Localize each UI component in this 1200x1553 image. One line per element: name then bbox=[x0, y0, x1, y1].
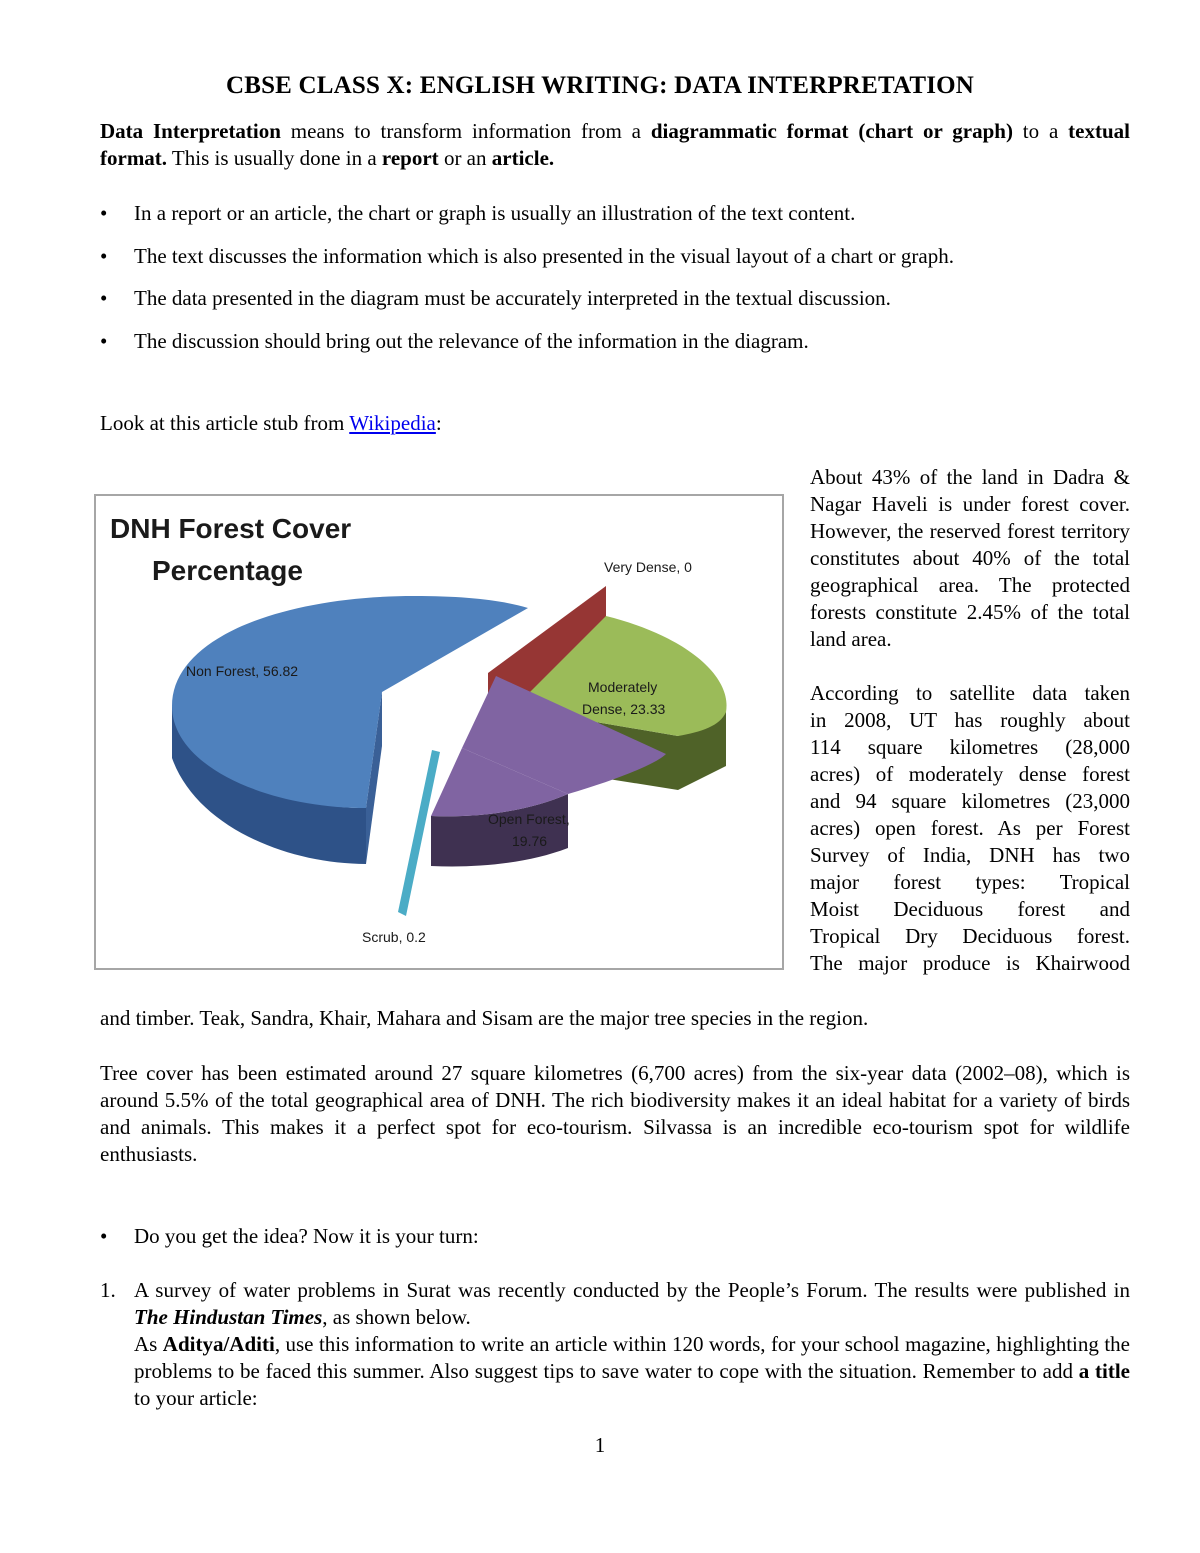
lookat-text: Look at this article stub from bbox=[100, 411, 350, 435]
chart-title-line1: DNH Forest Cover bbox=[110, 513, 352, 544]
newspaper-name: The Hindustan Times bbox=[134, 1305, 323, 1329]
pie-chart-svg bbox=[96, 496, 782, 968]
intro-text: means to transform information from a bbox=[280, 119, 651, 143]
side-text bbox=[810, 464, 1130, 977]
side-line: The major produce is Khairwood bbox=[810, 951, 1130, 975]
side-line: acres) of moderately dense forest bbox=[810, 762, 1130, 786]
tree-cover-paragraph: Tree cover has been estimated around 27 square kilometres (6,700 acres) from the six-year data (2002–08), which is around 5.5% of the total geographical area of DNH. The rich biodiversity makes it an ideal habitat for a variety of birds and animals. This makes it a perfect spot for eco-tourism. Silvassa is an incredible eco-tourism spot for wildlife enthusiasts. bbox=[100, 1061, 1130, 1166]
intro-text: to a bbox=[1012, 119, 1069, 143]
label-very-dense: Very Dense, 0 bbox=[604, 559, 692, 575]
intro-bold: textual format. bbox=[100, 119, 1130, 170]
intro-term: Data Interpretation bbox=[100, 119, 281, 143]
label-non-forest: Non Forest, 56.82 bbox=[186, 663, 299, 679]
side-line: 114 square kilometres (28,000 bbox=[810, 735, 1130, 759]
question-span: to your article: bbox=[134, 1386, 258, 1410]
question-span: A survey of water problems in Surat was recently conducted by the People’s Forum. The results were published in bbox=[134, 1278, 1130, 1302]
bullet-text: The text discusses the information which is also presented in the visual layout of a chart or graph. bbox=[134, 243, 954, 268]
question-span: , as shown below. bbox=[322, 1305, 471, 1329]
side-paragraph-1: About 43% of the land in Dadra & Nagar Haveli is under forest cover. However, the reserved forest territory constitutes about 40% of the total geographical area. The protected forests constitute 2.45% of the total land area. bbox=[810, 465, 1130, 651]
bullet-icon: • bbox=[100, 243, 108, 268]
chart-title-line2: Percentage bbox=[152, 555, 303, 586]
side-line: Moist Deciduous forest and bbox=[810, 897, 1130, 921]
bullet-icon: • bbox=[100, 201, 108, 225]
label-scrub: Scrub, 0.2 bbox=[362, 929, 426, 945]
bullet-icon: • bbox=[100, 286, 108, 310]
lookat-text: : bbox=[435, 411, 442, 435]
question-span: As bbox=[134, 1332, 163, 1356]
intro-bold: report bbox=[381, 146, 439, 170]
list-item bbox=[100, 285, 1130, 328]
intro-bold: diagrammatic format (chart or graph) bbox=[650, 119, 1013, 143]
wikipedia-link[interactable]: Wikipedia bbox=[349, 411, 436, 435]
side-line: Survey of India, DNH has two bbox=[810, 843, 1130, 867]
question-part-1 bbox=[134, 1277, 1130, 1331]
bullet-text: In a report or an article, the chart or graph is usually an illustration of the text content. bbox=[134, 201, 856, 225]
question-text bbox=[134, 1277, 1130, 1412]
label-moderately-dense-line1: Moderately bbox=[588, 679, 658, 695]
bullet-list bbox=[100, 200, 1130, 370]
label-open-forest-line1: Open Forest, bbox=[488, 811, 570, 827]
side-paragraph-2 bbox=[810, 680, 1130, 977]
title-emphasis: a title bbox=[1078, 1359, 1130, 1383]
list-item bbox=[100, 243, 1130, 286]
question-number: 1. bbox=[100, 1278, 116, 1302]
side-line: According to satellite data taken bbox=[810, 681, 1130, 705]
page-title: CBSE CLASS X: ENGLISH WRITING: DATA INTERPRETATION bbox=[225, 72, 975, 99]
side-line: acres) open forest. As per Forest bbox=[810, 816, 1130, 840]
side-line: major forest types: Tropical bbox=[810, 870, 1130, 894]
label-open-forest-line2: 19.76 bbox=[512, 833, 548, 849]
list-item bbox=[100, 328, 1130, 371]
side-line: in 2008, UT has roughly about bbox=[810, 708, 1130, 732]
bullet-icon: • bbox=[100, 328, 108, 353]
side-line: and 94 square kilometres (23,000 bbox=[810, 789, 1130, 813]
intro-text: or an bbox=[438, 146, 492, 170]
list-item bbox=[100, 200, 1130, 243]
question-part-2 bbox=[134, 1331, 1130, 1412]
question-span: , use this information to write an article within 120 words, for your school magazine, highlighting the problems to be faced this summer. Also suggest tips to save water to cope with the situation. Remember to add bbox=[134, 1332, 1130, 1383]
turn-text: Do you get the idea? Now it is your turn: bbox=[134, 1224, 479, 1248]
intro-bold: article. bbox=[491, 146, 555, 170]
label-moderately-dense-line2: Dense, 23.33 bbox=[582, 701, 666, 717]
intro-text: This is usually done in a bbox=[167, 146, 382, 170]
bullet-text: The discussion should bring out the relevance of the information in the diagram. bbox=[134, 328, 809, 353]
page-number: 1 bbox=[594, 1433, 606, 1457]
bullet-text: The data presented in the diagram must be accurately interpreted in the textual discussion. bbox=[134, 286, 891, 310]
intro-paragraph bbox=[100, 118, 1130, 172]
student-name: Aditya/Aditi bbox=[162, 1332, 275, 1356]
bullet-icon: • bbox=[100, 1224, 108, 1248]
lookat-line bbox=[100, 410, 1130, 437]
pie-chart bbox=[94, 494, 784, 970]
side-line: Tropical Dry Deciduous forest. bbox=[810, 924, 1130, 948]
continuation-line: and timber. Teak, Sandra, Khair, Mahara and Sisam are the major tree species in the region. bbox=[100, 1006, 869, 1030]
spacer bbox=[810, 653, 1130, 680]
